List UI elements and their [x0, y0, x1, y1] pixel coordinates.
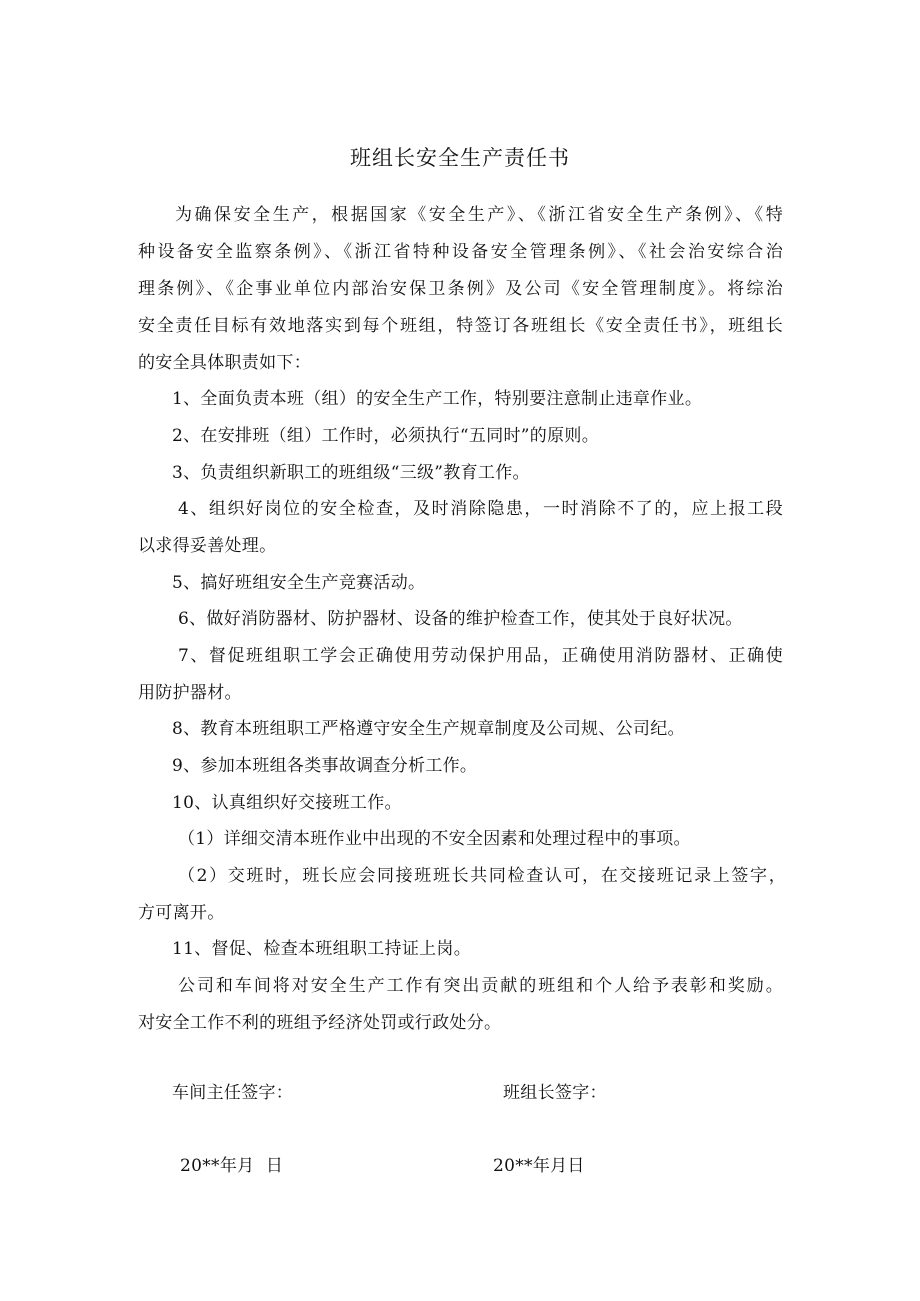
duty-item: 4、组织好岗位的安全检查，及时消除隐患，一时消除不了的，应上报工段: [178, 499, 783, 519]
duty-item: 8、教育本班组职工严格遵守安全生产规章制度及公司规、公司纪。: [172, 719, 685, 739]
intro-line: 安全责任目标有效地落实到每个班组，特签订各班组长《安全责任书》，班组长: [138, 316, 783, 336]
intro-line: 的安全具体职责如下：: [138, 353, 311, 373]
duty-item: 6、做好消防器材、防护器材、设备的维护检查工作，使其处于良好状况。: [178, 609, 743, 629]
document-title: 班组长安全生产责任书: [350, 146, 570, 170]
duty-item: 11、督促、检查本班组职工持证上岗。: [172, 939, 472, 959]
closing-line: 对安全工作不利的班组予经济处罚或行政处分。: [138, 1013, 502, 1033]
intro-line: 理条例》、《企事业单位内部治安保卫条例》及公司《安全管理制度》。将综治: [138, 279, 783, 299]
duty-item: 5、搞好班组安全生产竞赛活动。: [172, 573, 426, 593]
duty-item-continued: 以求得妥善处理。: [138, 536, 277, 556]
duty-item-continued: 用防护器材。: [138, 683, 242, 703]
intro-line: 种设备安全监察条例》、《浙江省特种设备安全管理条例》、《社会治安综合治: [138, 242, 783, 262]
closing-line: 公司和车间将对安全生产工作有突出贡献的班组和个人给予表彰和奖励。: [178, 976, 783, 996]
duty-item: 2、在安排班（组）工作时，必须执行“五同时”的原则。: [172, 426, 599, 446]
duty-item: 1、全面负责本班（组）的安全生产工作，特别要注意制止违章作业。: [172, 389, 703, 409]
workshop-director-date: 20**年月 日: [180, 1156, 284, 1176]
duty-item: 9、参加本班组各类事故调查分析工作。: [172, 756, 478, 776]
duty-subitem-continued: 方可离开。: [138, 903, 225, 923]
duty-item: 3、负责组织新职工的班组级“三级”教育工作。: [172, 463, 530, 483]
duty-subitem: （2）交班时，班长应会同接班班长共同检查认可，在交接班记录上签字，: [178, 866, 786, 886]
team-leader-signature-label: 班组长签字：: [503, 1083, 607, 1103]
duty-subitem: （1）详细交清本班作业中出现的不安全因素和处理过程中的事项。: [178, 829, 691, 849]
intro-line: 为确保安全生产，根据国家《安全生产》、《浙江省安全生产条例》、《特: [175, 205, 783, 225]
duty-item: 10、认真组织好交接班工作。: [172, 793, 402, 813]
team-leader-date: 20**年月日: [493, 1156, 585, 1176]
duty-item: 7、督促班组职工学会正确使用劳动保护用品，正确使用消防器材、正确使: [178, 646, 783, 666]
workshop-director-signature-label: 车间主任签字：: [172, 1083, 294, 1103]
